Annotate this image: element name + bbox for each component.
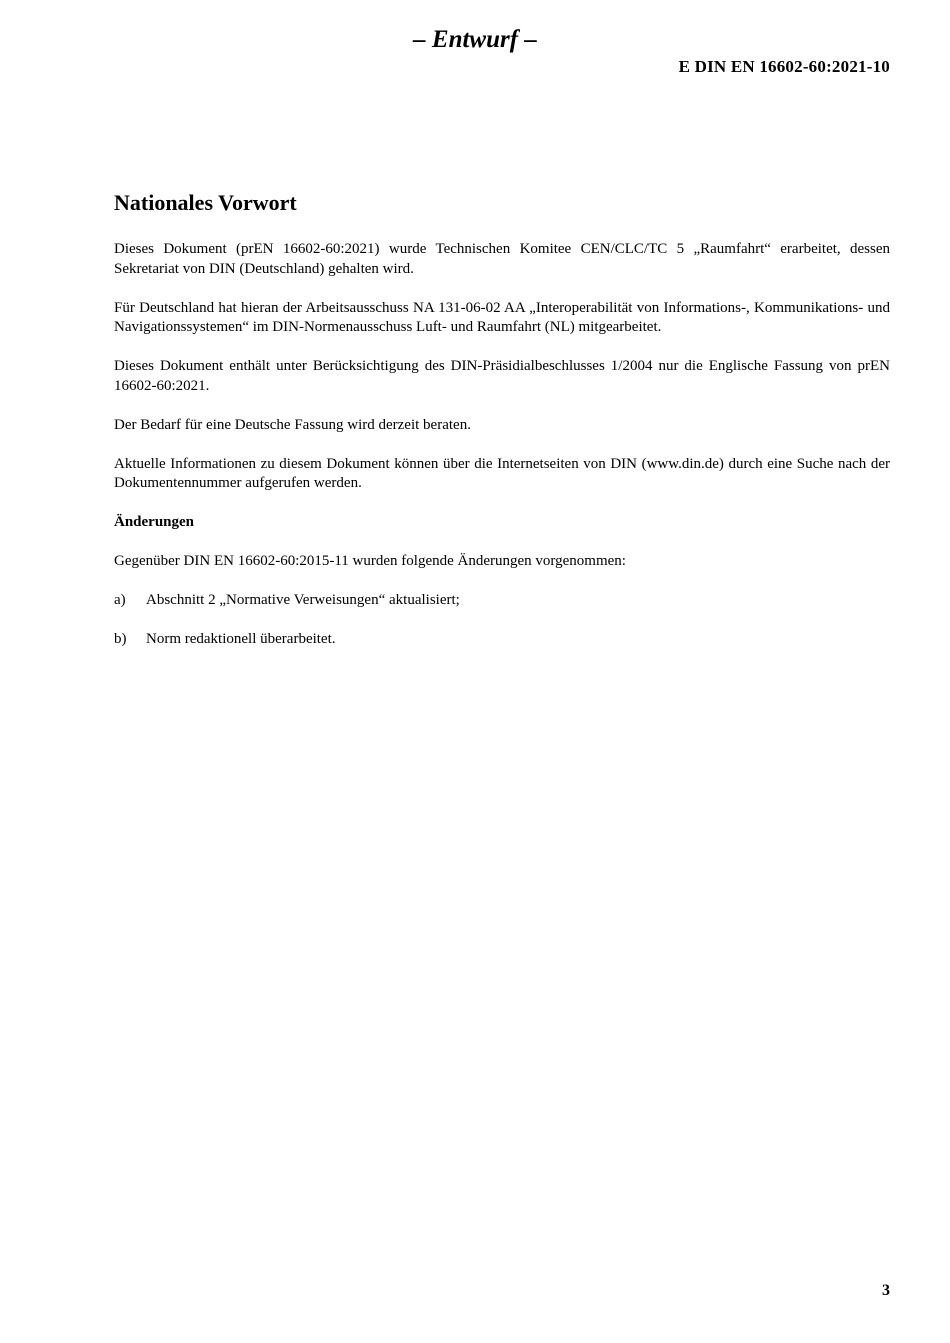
paragraph-5: Aktuelle Informationen zu diesem Dokument können über die Internetseiten von DIN (www.din.de) durch eine Suche nach der Dokumentennummer aufgerufen werden. <box>114 455 890 491</box>
list-item-text: Abschnitt 2 „Normative Verweisungen“ aktualisiert; <box>146 592 460 608</box>
list-item-text: Norm redaktionell überarbeitet. <box>146 631 336 647</box>
page-title: Nationales Vorwort <box>114 190 297 215</box>
document-number: E DIN EN 16602-60:2021-10 <box>678 57 890 76</box>
change-item-a <box>114 591 890 611</box>
page-number: 3 <box>882 1282 890 1299</box>
list-marker: a) <box>114 592 126 608</box>
paragraph-2: Für Deutschland hat hieran der Arbeitsausschuss NA 131-06-02 AA „Interoperabilität von Informations-, Kommunikations- und Navigationssystemen“ im DIN-Normenausschuss Luft- und Raumfahrt (NL) mitgearbeitet. <box>114 299 890 335</box>
change-item-b <box>114 630 890 650</box>
paragraph-1: Dieses Dokument (prEN 16602-60:2021) wurde Technischen Komitee CEN/CLC/TC 5 „Raumfahrt“ erarbeitet, dessen Sekretariat von DIN (Deutschland) gehalten wird. <box>114 241 890 277</box>
page-content <box>114 190 890 669</box>
changes-intro: Gegenüber DIN EN 16602-60:2015-11 wurden folgende Änderungen vorgenommen: <box>114 553 626 569</box>
paragraph-4: Der Bedarf für eine Deutsche Fassung wird derzeit beraten. <box>114 416 471 433</box>
draft-label: – Entwurf – <box>413 26 537 53</box>
list-marker: b) <box>114 631 127 647</box>
paragraph-3: Dieses Dokument enthält unter Berücksichtigung des DIN-Präsidialbeschlusses 1/2004 nur die Englische Fassung von prEN 16602-60:2021. <box>114 358 890 394</box>
changes-heading: Änderungen <box>114 514 195 530</box>
